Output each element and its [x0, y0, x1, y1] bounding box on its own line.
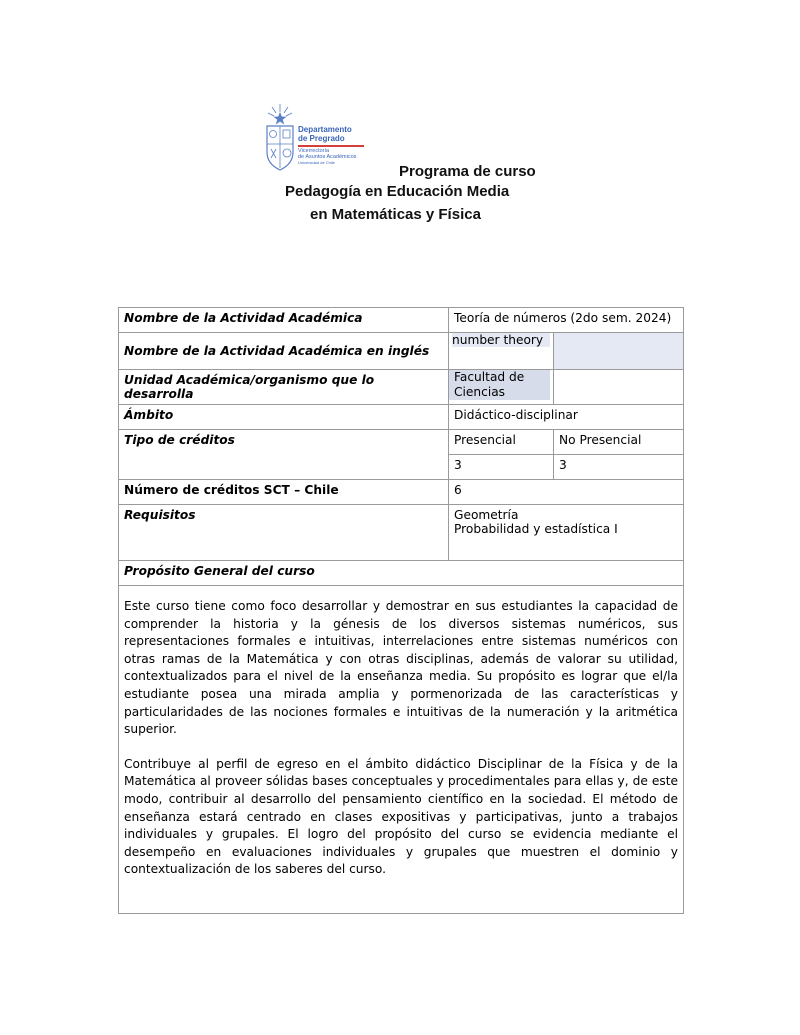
logo-university-text: Universidad de Chile	[298, 159, 335, 165]
activity-name-english-text: number theory	[452, 333, 550, 347]
table-row	[119, 370, 684, 405]
document-title: Programa de curso	[399, 163, 536, 180]
table-row	[119, 333, 684, 370]
department-logo	[262, 102, 372, 174]
activity-name-english-shade	[554, 333, 684, 370]
presencial-label: Presencial	[449, 430, 554, 455]
no-presencial-value: 3	[554, 455, 684, 480]
purpose-label: Propósito General del curso	[119, 561, 684, 586]
logo-pregrado-text: de Pregrado	[298, 134, 345, 143]
logo-divider	[298, 145, 364, 147]
table-row	[119, 308, 684, 333]
program-name-line1: Pedagogía en Educación Media	[285, 183, 510, 200]
requisite-item: Geometría	[454, 508, 519, 522]
scope-value: Didáctico-disciplinar	[449, 405, 684, 430]
sct-credits-label: Número de créditos SCT – Chile	[119, 480, 449, 505]
academic-unit-label: Unidad Académica/organismo que lo desarrolla	[119, 370, 449, 405]
academic-unit-empty	[554, 370, 684, 405]
activity-name-value: Teoría de números (2do sem. 2024)	[449, 308, 684, 333]
logo-vicerrectoria-text: Vicerrectoría	[298, 147, 330, 154]
table-row	[119, 505, 684, 561]
credit-type-label: Tipo de créditos	[119, 430, 449, 480]
program-name-line2: en Matemáticas y Física	[310, 206, 481, 223]
academic-unit-value	[449, 370, 554, 405]
purpose-content	[119, 586, 684, 914]
purpose-paragraph-2: Contribuye al perfil de egreso en el ámbito didáctico Disciplinar de la Física y de la Matemática al proveer sólidas bases conceptuales y procedimentales para ellas y, de este modo, contribuir al desarrollo del pensamiento científico en la sociedad. El método de enseñanza estará centrado en clases expositivas y participativas, junto a trabajos individuales y grupales. El logro del propósito del curso se evidencia mediante el desempeño en evaluaciones individuales y grupales que muestren el dominio y contextualización de los saberes del curso.	[124, 756, 679, 877]
table-row	[119, 430, 684, 455]
academic-unit-line2: Ciencias	[454, 385, 506, 399]
table-row	[119, 561, 684, 586]
purpose-paragraph-1: Este curso tiene como foco desarrollar y demostrar en sus estudiantes la capacidad de comprender la historia y la génesis de los diversos sistemas numéricos, sus representaciones formales e intuitivas, interrelaciones entre sistemas numéricos con otras ramas de la Matemática y con otras disciplinas, además de valorar su utilidad, contextualizados para el nivel de la enseñanza media. Su propósito es lograr que el/la estudiante posea una mirada amplia y pormenorizada de las características y particularidades de las nociones formales e intuitivas de la numeración y la aritmética superior.	[124, 599, 679, 737]
table-row	[119, 480, 684, 505]
table-row	[119, 586, 684, 914]
requisites-value	[449, 505, 684, 561]
activity-name-english-value	[449, 333, 554, 370]
sct-credits-value: 6	[449, 480, 684, 505]
logo-asuntos-text: de Asuntos Académicos	[298, 153, 357, 160]
activity-name-label: Nombre de la Actividad Académica	[119, 308, 449, 333]
requisite-item: Probabilidad y estadística I	[454, 522, 618, 536]
presencial-value: 3	[449, 455, 554, 480]
course-info-table	[118, 307, 684, 914]
logo-department-text: Departamento	[298, 125, 352, 134]
no-presencial-label: No Presencial	[554, 430, 684, 455]
university-crest-icon	[262, 102, 298, 174]
activity-name-english-label: Nombre de la Actividad Académica en inglés	[119, 333, 449, 370]
academic-unit-line1: Facultad de	[454, 370, 525, 384]
table-row	[119, 405, 684, 430]
scope-label: Ámbito	[119, 405, 449, 430]
requisites-label: Requisitos	[119, 505, 449, 561]
